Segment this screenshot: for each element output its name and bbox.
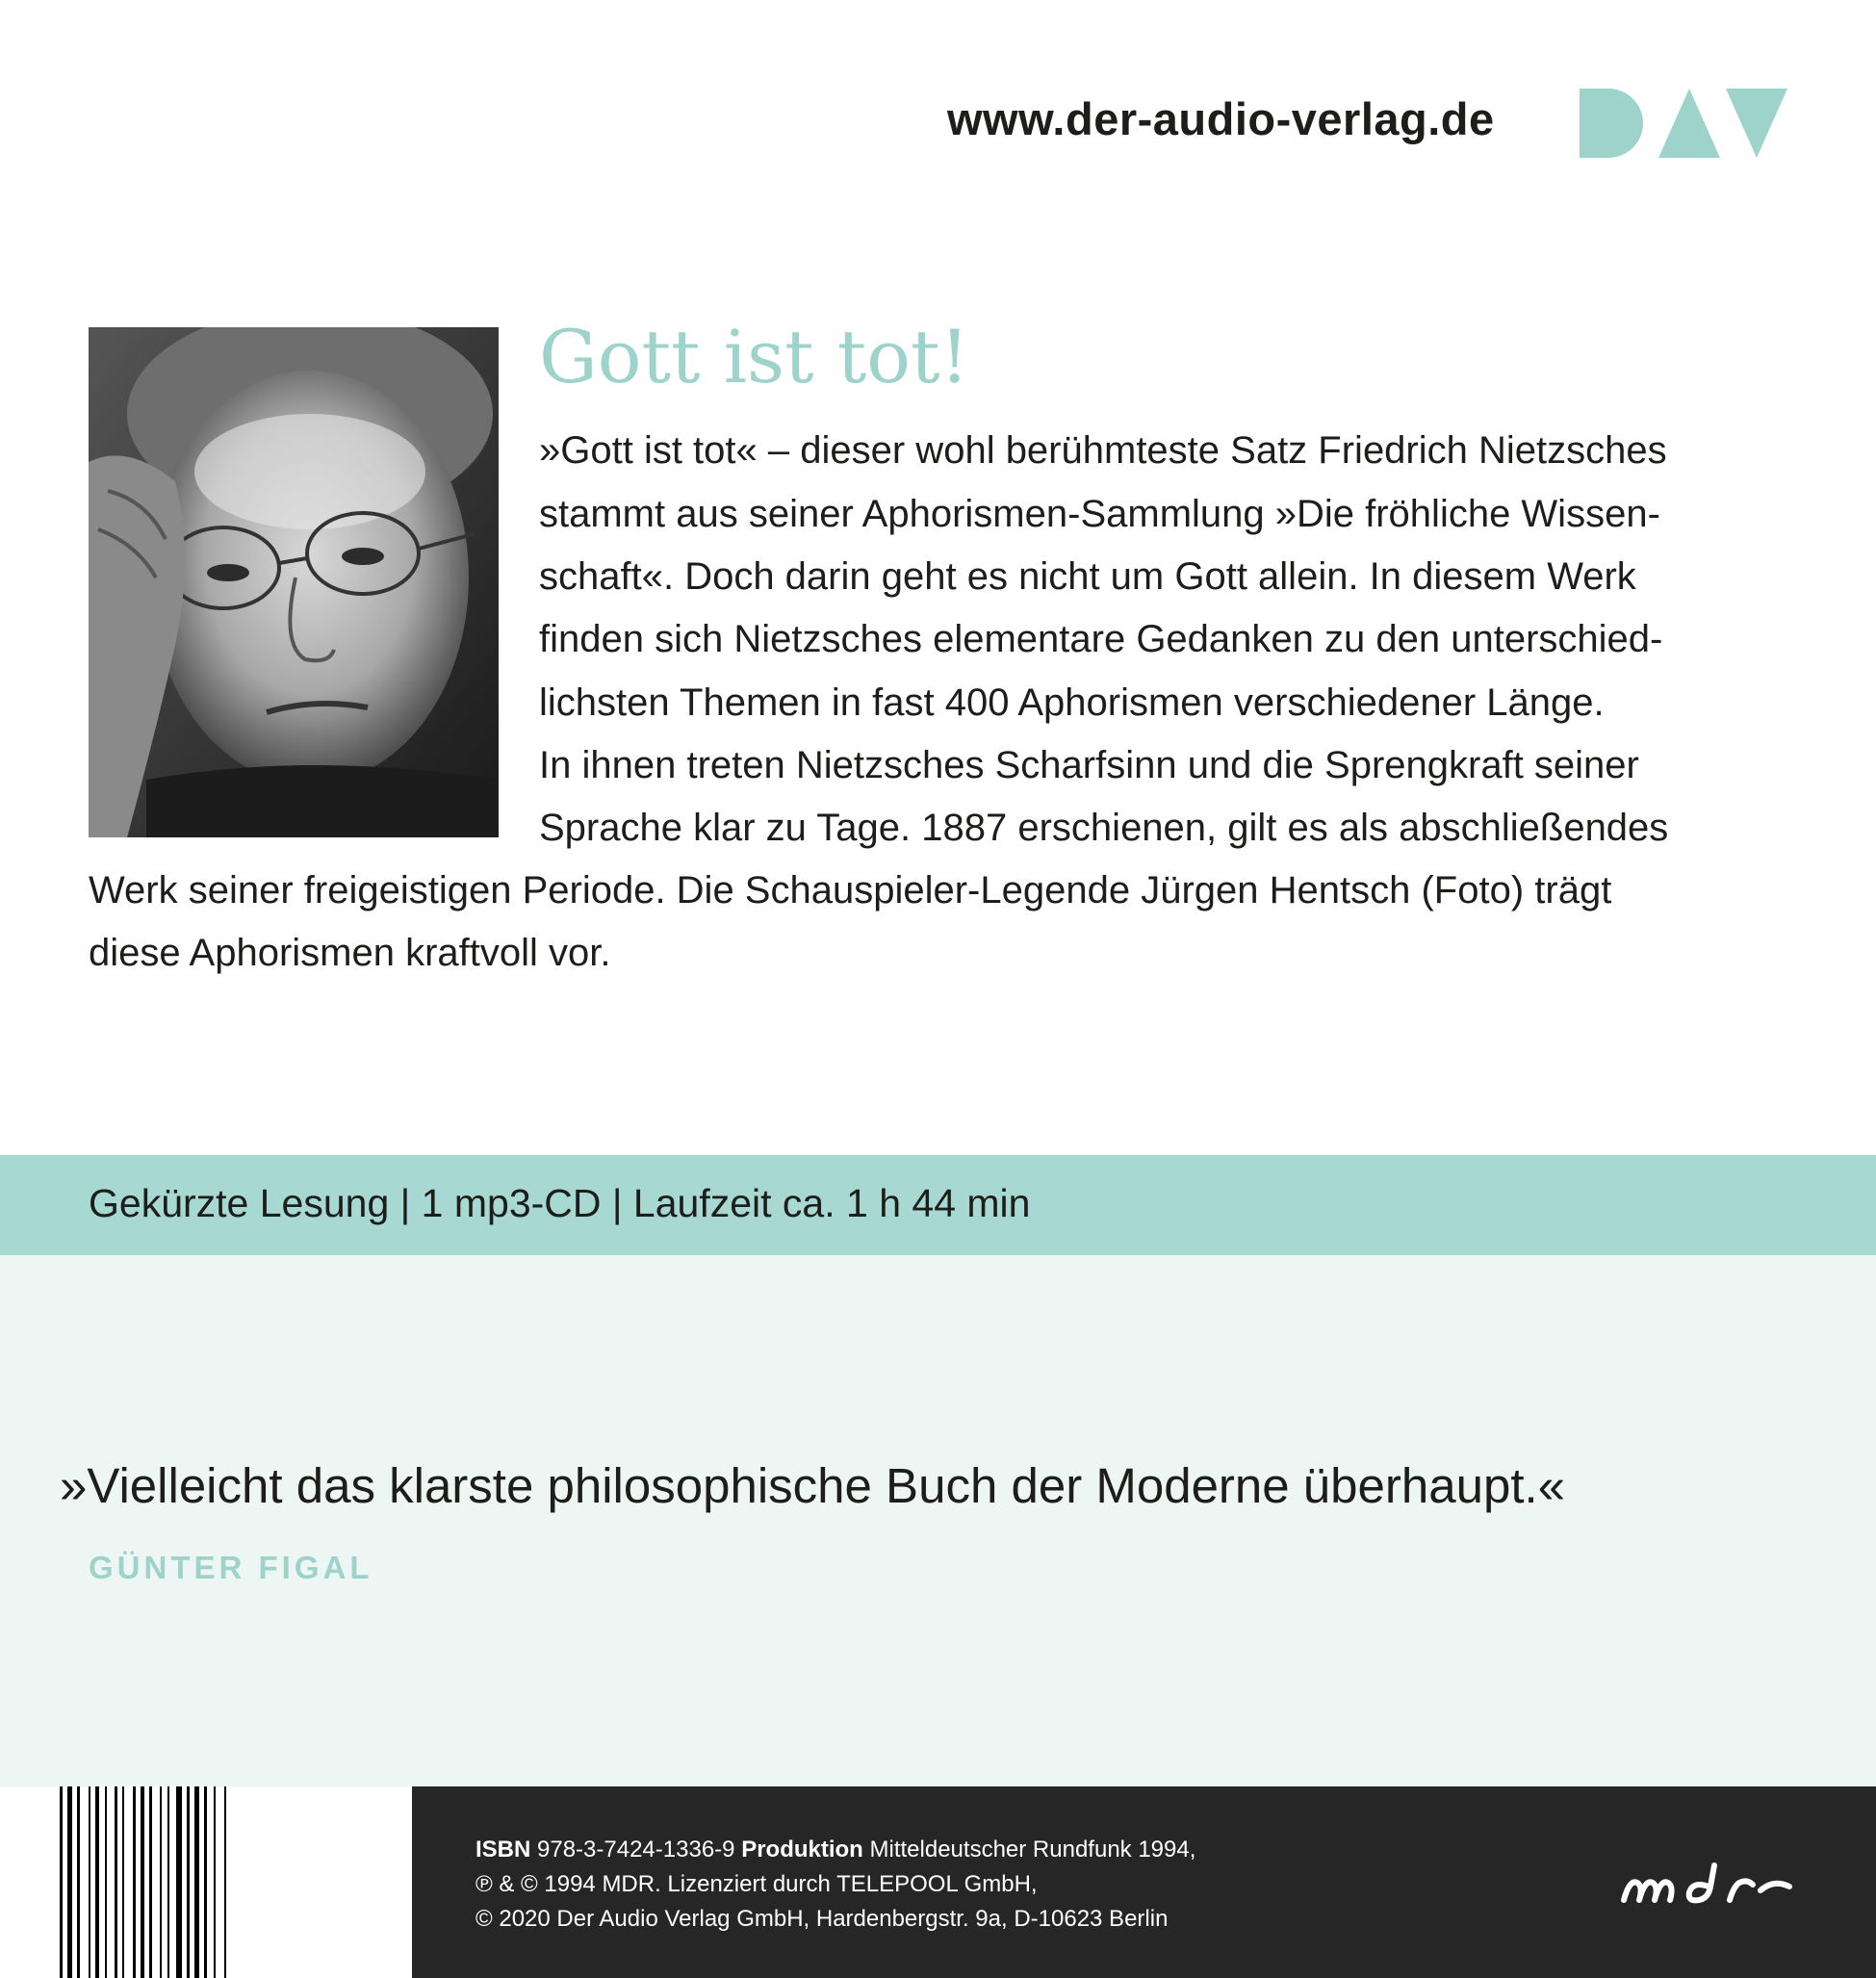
isbn-label: ISBN <box>475 1837 531 1862</box>
barcode-bar <box>67 1786 72 1978</box>
legal-footer <box>412 1786 1876 1978</box>
body-text-line: finden sich Nietzsches elementare Gedanken zu den unterschied- <box>539 618 1663 660</box>
footer-line-publisher: © 2020 Der Audio Verlag GmbH, Hardenbergstr. 9a, D-10623 Berlin <box>475 1906 1169 1932</box>
production-value: Mitteldeutscher Rundfunk 1994, <box>869 1837 1196 1862</box>
footer-line-isbn <box>475 1837 1195 1863</box>
product-info-band <box>0 1155 1876 1255</box>
barcode-bar <box>187 1786 190 1978</box>
narrator-portrait <box>89 327 499 837</box>
quote-section <box>0 1255 1876 1786</box>
barcode-bar <box>60 1786 63 1978</box>
barcode-bar <box>77 1786 80 1978</box>
barcode-bar <box>133 1786 136 1978</box>
barcode-bar <box>167 1786 169 1978</box>
publisher-url[interactable]: www.der-audio-verlag.de <box>947 93 1495 144</box>
barcode-bar <box>194 1786 199 1978</box>
barcode-icon <box>0 1786 412 1978</box>
barcode-bar <box>160 1786 162 1978</box>
barcode-bar <box>95 1786 99 1978</box>
barcode-bar <box>204 1786 207 1978</box>
body-text-line: Werk seiner freigeistigen Periode. Die Schauspieler-Legende Jürgen Hentsch (Foto) trägt <box>89 869 1612 912</box>
barcode-bar <box>176 1786 182 1978</box>
barcode-bar <box>89 1786 90 1978</box>
footer-line-copyright: ℗ & © 1994 MDR. Lizenziert durch TELEPOOL GmbH, <box>475 1871 1038 1897</box>
barcode <box>0 1786 412 1978</box>
headline: Gott ist tot! <box>539 314 970 399</box>
body-text-line: »Gott ist tot« – dieser wohl berühmteste Satz Friedrich Nietzsches <box>539 429 1667 472</box>
barcode-bar <box>122 1786 124 1978</box>
barcode-bar <box>149 1786 152 1978</box>
review-quote: »Vielleicht das klarste philosophische Buch der Moderne überhaupt.« <box>60 1458 1566 1513</box>
quote-author: GÜNTER FIGAL <box>89 1550 373 1585</box>
barcode-bar <box>115 1786 117 1978</box>
body-text-line: diese Aphorismen kraftvoll vor. <box>89 932 611 974</box>
mdr-logo <box>1620 1858 1793 1915</box>
body-text-line: schaft«. Doch darin geht es nicht um Gott allein. In diesem Werk <box>539 555 1636 598</box>
production-label: Produktion <box>741 1837 863 1862</box>
body-text-line: Sprache klar zu Tage. 1887 erschienen, gilt es als abschließendes <box>539 807 1669 849</box>
product-info-text: Gekürzte Lesung | 1 mp3-CD | Laufzeit ca. 1 h 44 min <box>89 1181 1031 1225</box>
barcode-bar <box>105 1786 107 1978</box>
body-text-line: stammt aus seiner Aphorismen-Sammlung »Die fröhliche Wissen- <box>539 493 1660 535</box>
body-text-line: In ihnen treten Nietzsches Scharfsinn und die Sprengkraft seiner <box>539 744 1639 786</box>
dav-logo <box>1580 89 1787 158</box>
barcode-bar <box>214 1786 216 1978</box>
body-text-line: lichsten Themen in fast 400 Aphorismen verschiedener Länge. <box>539 681 1605 724</box>
barcode-bar <box>141 1786 144 1978</box>
barcode-bar <box>224 1786 226 1978</box>
isbn-value: 978-3-7424-1336-9 <box>537 1837 735 1862</box>
